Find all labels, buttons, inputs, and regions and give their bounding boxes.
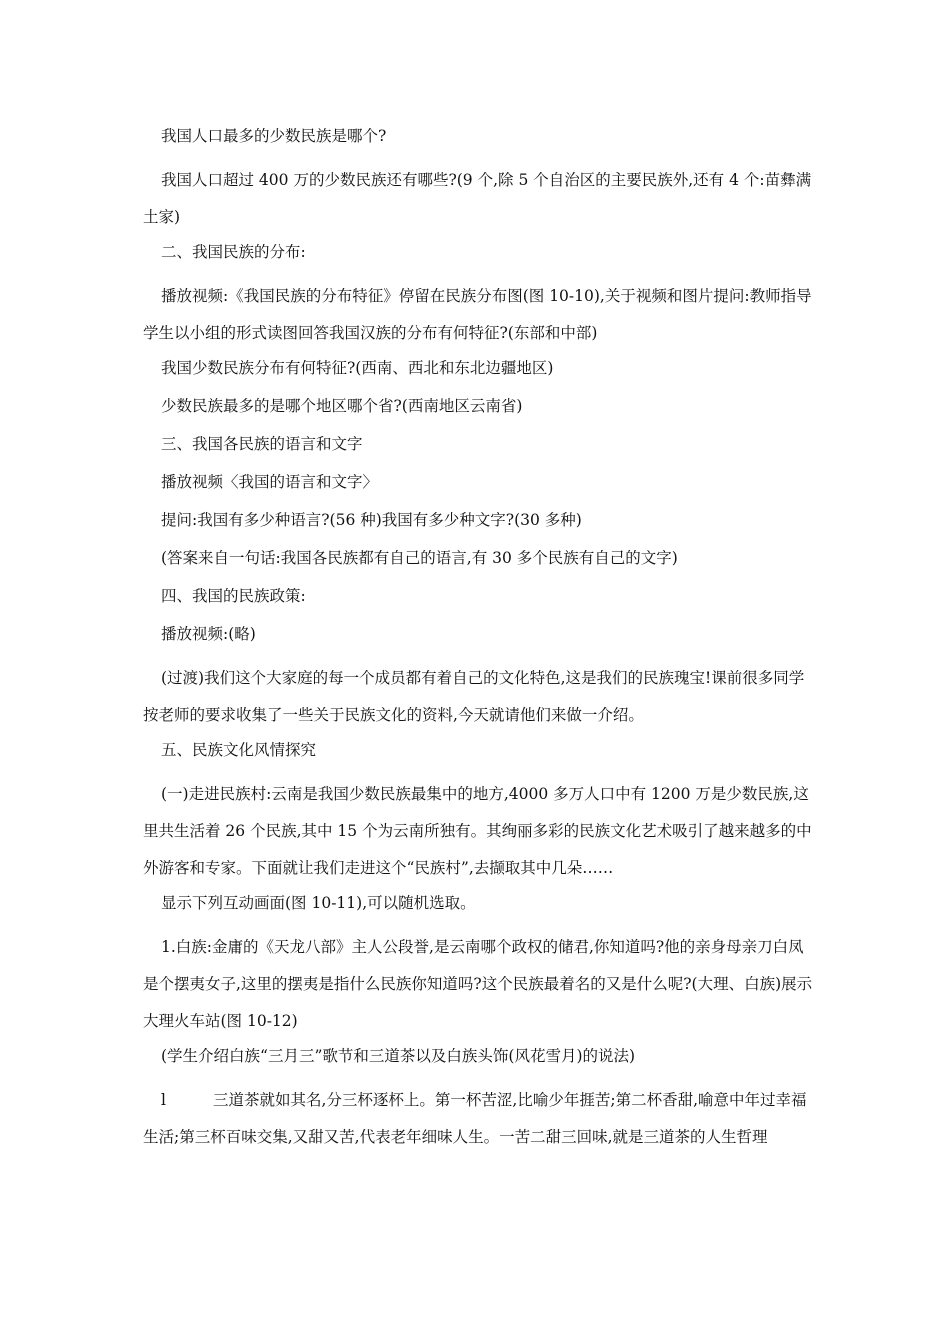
question-most-minorities-region: 少数民族最多的是哪个地区哪个省?(西南地区云南省) bbox=[161, 397, 523, 415]
tea-text: 三道茶就如其名,分三杯逐杯上。第一杯苦涩,比喻少年捱苦;第二杯香甜,喻意中年过幸福生活;第三杯百味交集,又甜又苦,代表老年细味人生。一苦二甜三回味,就是三道茶的人生哲理 bbox=[143, 1091, 807, 1146]
paragraph-ethnic-village: (一)走进民族村:云南是我国少数民族最集中的地方,4000 多万人口中有 1200 万是少数民族,这里共生活着 26 个民族,其中 15 个为云南所独有。其绚丽多彩的民族文化艺术吸引了越来越多的中外游客和专家。下面就让我们走进这个“民族村”,去撷取其中几朵…… bbox=[143, 785, 812, 877]
list-bullet: l bbox=[161, 1091, 166, 1109]
paragraph-language-answer: (答案来自一句话:我国各民族都有自己的语言,有 30 多个民族有自己的文字) bbox=[161, 549, 678, 567]
paragraph-interactive-display: 显示下列互动画面(图 10-11),可以随机选取。 bbox=[161, 894, 476, 912]
paragraph-bai-people: 1.白族:金庸的《天龙八部》主人公段誉,是云南哪个政权的储君,你知道吗?他的亲身母亲刀白凤是个摆夷女子,这里的摆夷是指什么民族你知道吗?这个民族最着名的又是什么呢?(大理、白族)展示大理火车站(图 10-12) bbox=[143, 938, 813, 1030]
paragraph-distribution-video: 播放视频:《我国民族的分布特征》停留在民族分布图(图 10-10),关于视频和图片提问:教师指导学生以小组的形式读图回答我国汉族的分布有何特征?(东部和中部) bbox=[143, 287, 812, 342]
section-heading-policy: 四、我国的民族政策: bbox=[161, 587, 306, 605]
paragraph-policy-video: 播放视频:(略) bbox=[161, 625, 256, 643]
paragraph-transition: (过渡)我们这个大家庭的每一个成员都有着自己的文化特色,这是我们的民族瑰宝!课前很多同学按老师的要求收集了一些关于民族文化的资料,今天就请他们来做一介绍。 bbox=[143, 669, 805, 724]
question-largest-minority: 我国人口最多的少数民族是哪个? bbox=[161, 127, 387, 145]
document-body bbox=[143, 124, 815, 1160]
question-languages-count: 提问:我国有多少种语言?(56 种)我国有多少种文字?(30 多种) bbox=[161, 511, 582, 529]
question-minorities-over-4m: 我国人口超过 400 万的少数民族还有哪些?(9 个,除 5 个自治区的主要民族外,还有 4 个:苗彝满土家) bbox=[143, 171, 812, 226]
paragraph-language-video: 播放视频〈我国的语言和文字〉 bbox=[161, 473, 379, 491]
question-minority-distribution: 我国少数民族分布有何特征?(西南、西北和东北边疆地区) bbox=[161, 359, 554, 377]
paragraph-student-intro: (学生介绍白族“三月三”歌节和三道茶以及白族头饰(风花雪月)的说法) bbox=[161, 1047, 636, 1065]
paragraph-three-course-tea bbox=[143, 1082, 815, 1156]
section-heading-distribution: 二、我国民族的分布: bbox=[161, 243, 306, 261]
section-heading-culture: 五、民族文化风情探究 bbox=[161, 741, 317, 759]
section-heading-language: 三、我国各民族的语言和文字 bbox=[161, 435, 363, 453]
